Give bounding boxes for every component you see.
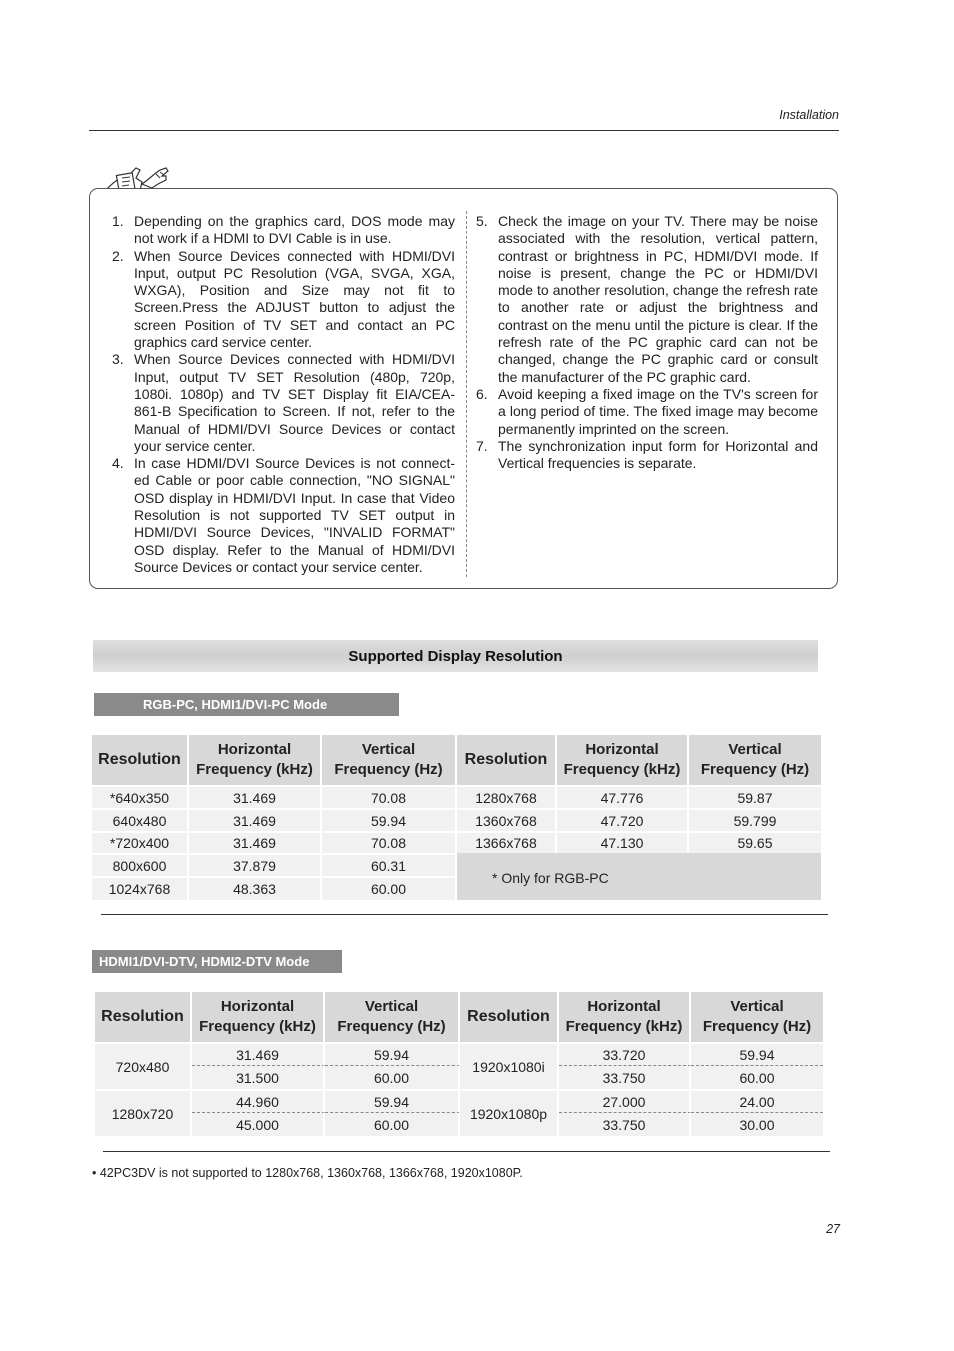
header-vertical: Vertical Frequency (Hz): [691, 992, 823, 1042]
cell-vertical: 70.08: [322, 785, 457, 808]
header-resolution: Resolution: [457, 735, 557, 785]
table-row: [95, 1113, 823, 1136]
header-vertical: Vertical Frequency (Hz): [325, 992, 460, 1042]
table-row: [92, 853, 821, 876]
table-underline: [103, 1151, 830, 1152]
note-item: [476, 386, 818, 438]
cell-vertical: 59.65: [689, 831, 821, 853]
table-row: [92, 808, 821, 831]
table-row: [95, 1089, 823, 1113]
cell-vertical: 70.08: [322, 831, 457, 853]
note-item-number: 2.: [112, 247, 124, 264]
supported-resolution-title: Supported Display Resolution: [93, 640, 818, 672]
cell-horizontal: 31.469: [192, 1042, 325, 1066]
header-horizontal: Horizontal Frequency (kHz): [189, 735, 322, 785]
header-horizontal: Horizontal Frequency (kHz): [557, 735, 689, 785]
cell-resolution: 640x480: [92, 808, 189, 831]
cell-resolution: 1366x768: [457, 831, 557, 853]
cell-vertical: 60.00: [691, 1066, 823, 1089]
table-row: [95, 1066, 823, 1089]
cell-horizontal: 33.720: [559, 1042, 691, 1066]
table-row: [92, 785, 821, 808]
cell-horizontal: 31.469: [189, 831, 322, 853]
header-resolution: Resolution: [95, 992, 192, 1042]
cell-horizontal: 37.879: [189, 853, 322, 876]
cell-resolution: 1920x1080p: [460, 1089, 559, 1136]
cell-vertical: 59.94: [325, 1042, 460, 1066]
cell-horizontal: 47.776: [557, 785, 689, 808]
note-item: [476, 213, 818, 386]
header-rule: [89, 130, 839, 131]
note-item-number: 4.: [112, 455, 124, 472]
cell-resolution: 800x600: [92, 853, 189, 876]
cell-vertical: 60.00: [322, 876, 457, 900]
note-column-left: [112, 213, 455, 576]
cell-horizontal: 31.500: [192, 1066, 325, 1089]
header-vertical: Vertical Frequency (Hz): [689, 735, 821, 785]
cell-horizontal: 47.130: [557, 831, 689, 853]
note-item-number: 1.: [112, 213, 124, 229]
note-item-number: 5.: [476, 213, 488, 229]
cell-horizontal: 48.363: [189, 876, 322, 900]
header-horizontal: Horizontal Frequency (kHz): [192, 992, 325, 1042]
cell-vertical: 59.94: [325, 1089, 460, 1113]
cell-vertical: 59.94: [322, 808, 457, 831]
note-item-number: 6.: [476, 385, 488, 402]
cell-resolution: 1360x768: [457, 808, 557, 831]
cell-resolution: 1920x1080i: [460, 1042, 559, 1089]
mode-tag-dtv: HDMI1/DVI-DTV, HDMI2-DTV Mode: [92, 950, 342, 973]
note-item: [112, 213, 455, 248]
cell-vertical: 60.00: [325, 1066, 460, 1089]
model-support-footnote: • 42PC3DV is not supported to 1280x768, 1360x768, 1366x768, 1920x1080P.: [92, 1166, 523, 1180]
note-item-number: 3.: [112, 351, 124, 368]
cell-resolution: *720x400: [92, 831, 189, 853]
note-item-text: The synchronization input form for Horizontal and Vertical frequencies is separate.: [498, 437, 818, 472]
note-item-text: In case HDMI/DVI Source Devices is not connect-ed Cable or poor cable connection, "NO SIGNAL" OSD display in HDMI/DVI Input. In case that Video Resolution is not supported TV SET output in HDMI/DVI Source Devices, "INVALID FORMAT" OSD display. Refer to the Manual of HDMI/DVI Source Devices or contact your service center.: [134, 455, 455, 575]
cell-horizontal: 44.960: [192, 1089, 325, 1113]
table-row: [95, 1042, 823, 1066]
cell-horizontal: 31.469: [189, 808, 322, 831]
cell-resolution: 1024x768: [92, 876, 189, 900]
note-item-text: When Source Devices connected with HDMI/DVI Input, output PC Resolution (VGA, SVGA, XGA, WXGA), Position and Size may not fit to Screen.Press the ADJUST button to adjust the screen Position of TV SET and contact an PC graphics card service center.: [134, 247, 455, 351]
resolution-table-pc: [92, 735, 821, 900]
cell-horizontal: 33.750: [559, 1113, 691, 1136]
header-resolution: Resolution: [92, 735, 189, 785]
note-item-text: Depending on the graphics card, DOS mode may not work if a HDMI to DVI Cable is in use.: [134, 213, 455, 247]
cell-horizontal: 31.469: [189, 785, 322, 808]
cell-vertical: 60.00: [325, 1113, 460, 1136]
resolution-table-dtv: [95, 992, 823, 1136]
cell-vertical: 60.31: [322, 853, 457, 876]
cell-resolution: 1280x768: [457, 785, 557, 808]
cell-horizontal: 33.750: [559, 1066, 691, 1089]
note-item: [112, 248, 455, 352]
header-resolution: Resolution: [460, 992, 559, 1042]
cell-horizontal: 27.000: [559, 1089, 691, 1113]
note-item-number: 7.: [476, 437, 488, 454]
note-item: [112, 351, 455, 455]
cell-vertical: 59.799: [689, 808, 821, 831]
note-box: [89, 188, 838, 589]
cell-vertical: 24.00: [691, 1089, 823, 1113]
page-number: 27: [826, 1222, 840, 1236]
table-header-row: [95, 992, 823, 1042]
header-vertical: Vertical Frequency (Hz): [322, 735, 457, 785]
header-horizontal: Horizontal Frequency (kHz): [559, 992, 691, 1042]
table-row: [92, 831, 821, 853]
note-item-text: When Source Devices connected with HDMI/DVI Input, output TV SET Resolution (480p, 720p, 1080i. 1080p) and TV SET Display fit EIA/CEA-861-B Specification to Screen. If not, refer to the Manual of HDMI/DVI Source Devices or contact your service center.: [134, 351, 455, 454]
cell-resolution: 720x480: [95, 1042, 192, 1089]
table-header-row: [92, 735, 821, 785]
section-label: Installation: [779, 108, 839, 122]
cell-vertical: 59.87: [689, 785, 821, 808]
note-item-text: Avoid keeping a fixed image on the TV's screen for a long period of time. The fixed image may become permanently imprinted on the screen.: [498, 385, 818, 437]
cell-vertical: 30.00: [691, 1113, 823, 1136]
note-item: [476, 438, 818, 473]
cell-resolution: 1280x720: [95, 1089, 192, 1136]
cell-vertical: 59.94: [691, 1042, 823, 1066]
note-item: [112, 455, 455, 576]
cell-horizontal: 47.720: [557, 808, 689, 831]
rgb-pc-note: * Only for RGB-PC: [457, 853, 821, 900]
mode-tag-rgb-pc: RGB-PC, HDMI1/DVI-PC Mode: [94, 693, 399, 716]
note-column-right: [476, 213, 818, 472]
note-item-text: Check the image on your TV. There may be noise associated with the resolution, vertical pattern, contrast or brightness in PC, HDMI/DVI mode. If noise is present, change the PC or HDMI/DVI mode to another resolution, change the refresh rate to another rate or adjust the brightness and contrast on the menu until the picture is clear. If the refresh rate of the PC graphic card can not be changed, change the PC graphic card or consult the manufacturer of the PC graphic card.: [498, 213, 818, 385]
table-underline: [101, 914, 828, 915]
note-divider: [466, 211, 467, 577]
cell-horizontal: 45.000: [192, 1113, 325, 1136]
cell-resolution: *640x350: [92, 785, 189, 808]
